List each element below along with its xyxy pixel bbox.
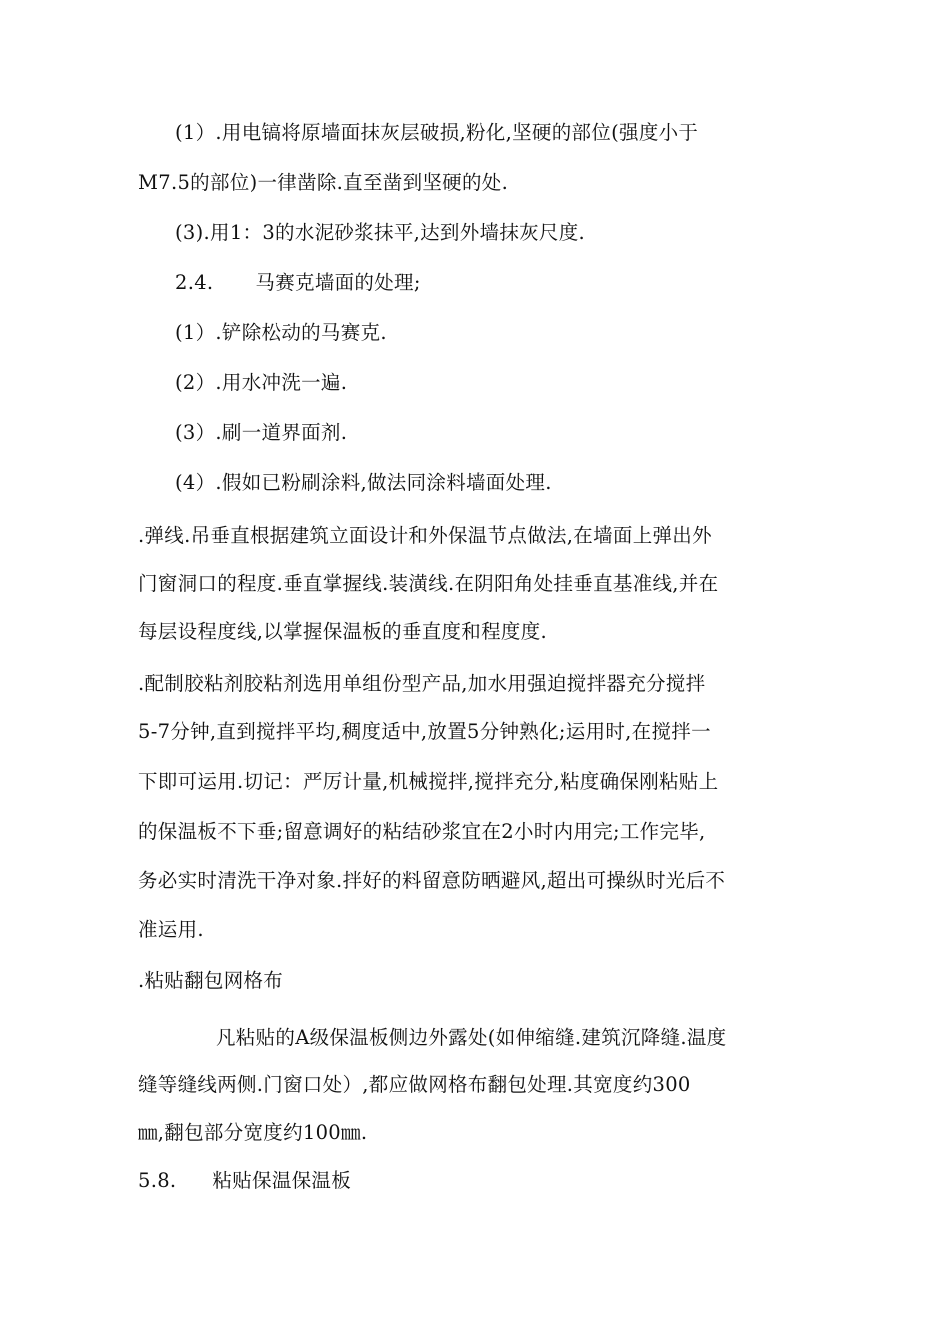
section-title: 马赛克墙面的处理; <box>255 271 421 294</box>
text-line: 凡粘贴的A级保温板侧边外露处(如伸缩缝.建筑沉降缝.温度 <box>216 1026 727 1049</box>
text-line: 务必实时清洗干净对象.拌好的料留意防晒避风,超出可操纵时光后不 <box>138 869 726 892</box>
text-line: (3).用1：3的水泥砂浆抹平,达到外墙抹灰尺度. <box>175 221 586 244</box>
list-item: (1）.铲除松动的马赛克. <box>175 321 387 344</box>
text-line: (1）.用电镐将原墙面抹灰层破损,粉化,坚硬的部位(强度小于 <box>175 121 699 144</box>
text-line: M7.5的部位)一律凿除.直至凿到坚硬的处. <box>138 171 509 194</box>
list-item: (4）.假如已粉刷涂料,做法同涂料墙面处理. <box>175 471 552 494</box>
section-number: 5.8. <box>138 1169 177 1192</box>
text-line: 下即可运用.切记：严厉计量,机械搅拌,搅拌充分,粘度确保刚粘贴上 <box>138 770 719 793</box>
text-line: 的保温板不下垂;留意调好的粘结砂浆宜在2小时内用完;工作完毕, <box>138 820 706 843</box>
text-line: 门窗洞口的程度.垂直掌握线.装潢线.在阴阳角处挂垂直基准线,并在 <box>138 572 719 595</box>
text-line: .配制胶粘剂胶粘剂选用单组份型产品,加水用强迫搅拌器充分搅拌 <box>138 672 706 695</box>
text-line: 每层设程度线,以掌握保温板的垂直度和程度度. <box>138 620 547 643</box>
text-line: 准运用. <box>138 918 204 941</box>
text-line: .弹线.吊垂直根据建筑立面设计和外保温节点做法,在墙面上弹出外 <box>138 524 712 547</box>
section-heading <box>175 268 421 298</box>
list-item: (2）.用水冲洗一遍. <box>175 371 348 394</box>
section-heading: .粘贴翻包网格布 <box>138 969 284 992</box>
section-heading <box>138 1166 351 1196</box>
text-line: 5-7分钟,直到搅拌平均,稠度适中,放置5分钟熟化;运用时,在搅拌一 <box>138 720 711 743</box>
section-title: 粘贴保温保温板 <box>212 1169 352 1192</box>
list-item: (3）.刷一道界面剂. <box>175 421 348 444</box>
text-line: 缝等缝线两侧.门窗口处）,都应做网格布翻包处理.其宽度约300 <box>138 1073 691 1096</box>
text-line: ㎜,翻包部分宽度约100㎜. <box>138 1121 368 1144</box>
section-number: 2.4. <box>175 271 214 294</box>
